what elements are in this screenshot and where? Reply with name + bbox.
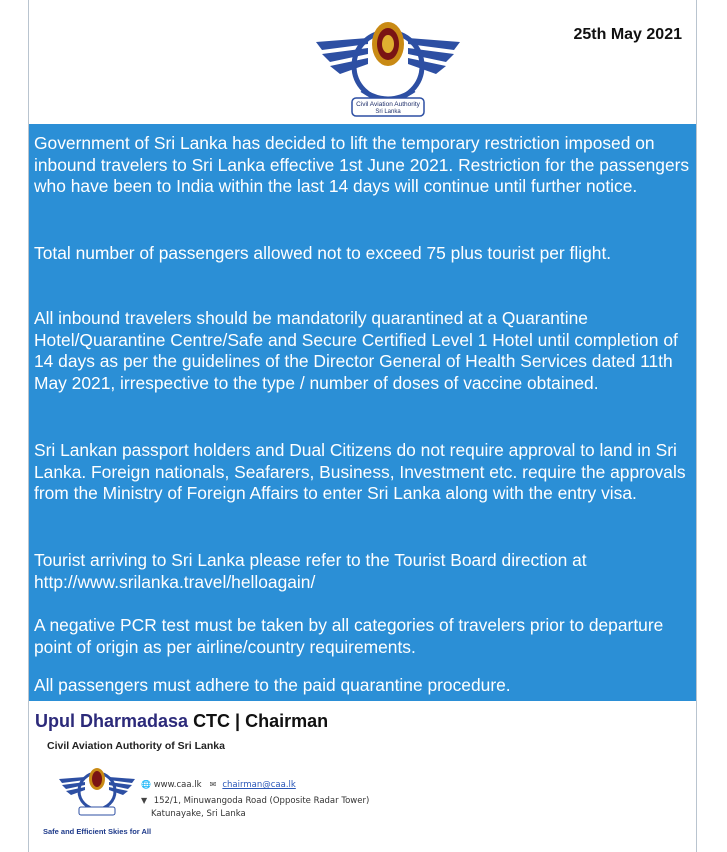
contact-web-email xyxy=(141,780,296,790)
logo-text-line2: Sri Lanka xyxy=(375,109,401,115)
notice-paragraph-7: All passengers must adhere to the paid quarantine procedure. xyxy=(34,675,511,695)
address-line1: 152/1, Minuwangoda Road (Opposite Radar Tower) xyxy=(153,796,370,806)
page-frame-right xyxy=(696,0,697,852)
logo-text-line1: Civil Aviation Authority xyxy=(356,101,420,108)
notice-panel xyxy=(29,124,696,701)
caa-logo xyxy=(312,8,464,120)
email-link[interactable]: chairman@caa.lk xyxy=(222,780,296,790)
notice-paragraph-6: A negative PCR test must be taken by all categories of travelers prior to departure point of origin as per airline/country requirements. xyxy=(34,615,664,657)
website-link[interactable]: www.caa.lk xyxy=(153,780,202,790)
letter-date: 25th May 2021 xyxy=(573,26,682,43)
organization-name: Civil Aviation Authority of Sri Lanka xyxy=(47,740,225,752)
letter-header xyxy=(29,0,696,124)
mail-icon: ✉ xyxy=(209,780,217,789)
signature-block xyxy=(29,701,696,852)
location-pin-icon: ▼ xyxy=(141,796,148,805)
notice-paragraph-5: Tourist arriving to Sri Lanka please refer to the Tourist Board direction at http://www.srilanka.travel/helloagain/ xyxy=(34,550,587,592)
address-line2: Katunayake, Sri Lanka xyxy=(151,809,246,819)
caa-logo-small xyxy=(57,761,137,817)
signatory-line xyxy=(35,711,328,732)
globe-icon: 🌐 xyxy=(141,780,151,789)
notice-paragraph-4: Sri Lankan passport holders and Dual Citizens do not require approval to land in Sri Lanka. Foreign nationals, Seafarers, Business, Investment etc. require the approvals from the Ministry of Foreign Affairs to enter Sri Lanka along with the entry visa. xyxy=(34,440,686,503)
notice-paragraph-1: Government of Sri Lanka has decided to lift the temporary restriction imposed on inbound travelers to Sri Lanka effective 1st June 2021. Restriction for the passengers who have been to India within the last 14 days will continue until further notice. xyxy=(34,133,690,196)
notice-paragraph-3: All inbound travelers should be mandatorily quarantined at a Quarantine Hotel/Quarantine Centre/Safe and Secure Certified Level 1 Hotel until completion of 14 days as per the guidelines of the Director General of Health Services dated 11th May 2021, irrespective to the type / number of doses of vaccine obtained. xyxy=(34,308,678,393)
contact-address-line1 xyxy=(141,796,369,806)
notice-paragraph-2: Total number of passengers allowed not to exceed 75 plus tourist per flight. xyxy=(34,243,612,263)
signatory-title: CTC | Chairman xyxy=(193,711,329,731)
tagline: Safe and Efficient Skies for All xyxy=(43,827,152,836)
signatory-name: Upul Dharmadasa xyxy=(35,711,189,731)
